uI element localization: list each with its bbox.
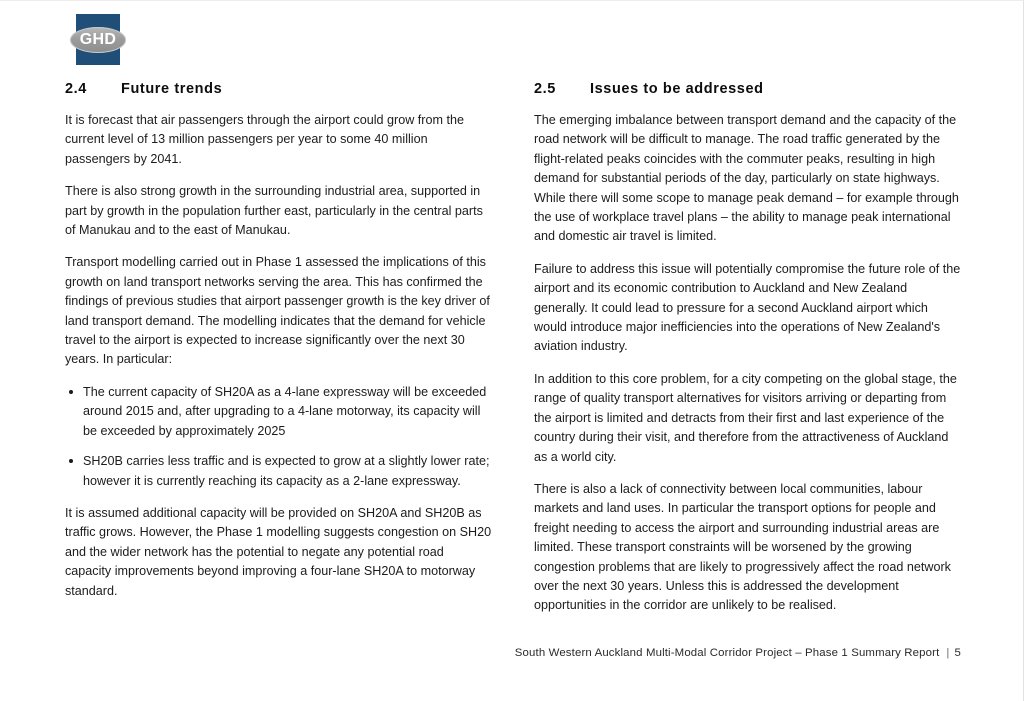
paragraph: It is assumed additional capacity will be provided on SH20A and SH20B as traffic grows. However, the Phase 1 modelling suggests congestion on SH20 and the wider network has the potential to negate any potential road capacity improvements beyond improving a four-lane SH20A to motorway standard.: [65, 505, 492, 598]
footer-page-number: 5: [954, 647, 961, 659]
section-title: Issues to be addressed: [590, 81, 764, 97]
paragraph: In addition to this core problem, for a city competing on the global stage, the range of quality transport alternatives for visitors arriving or departing from the airport is limited and detracts from their first and last experience of the country during their visit, and therefore from the attractiveness of Auckland as a world city.: [534, 371, 957, 464]
list-item: [65, 452, 493, 491]
paragraph: Failure to address this issue will potentially compromise the future role of the airport and its economic contribution to Auckland and New Zealand generally. It could lead to pressure for a second Auckland airport which would introduce major inefficiencies into the operations of New Zealand's aviation industry.: [534, 261, 961, 354]
section-heading-2-5: [534, 81, 962, 97]
paragraph: Transport modelling carried out in Phase 1 assessed the implications of this growth on land transport networks serving the area. This has confirmed the findings of previous studies that airport passenger growth is the key driver of land transport demand. The modelling indicates that the demand for vehicle travel to the airport is expected to increase significantly over the next 30 years. In particular:: [65, 255, 490, 367]
paragraph: There is also strong growth in the surrounding industrial area, supported in part by growth in the population further east, particularly in the central parts of Manukau and to the east of Manukau.: [65, 184, 483, 238]
bullet-dot-icon: [69, 459, 73, 463]
left-column: [65, 81, 493, 614]
paragraph: There is also a lack of connectivity between local communities, labour markets and land uses. In particular the transport options for people and freight needing to access the airport and surrounding industrial areas are limited. These transport constraints will be worsened by the growing congestion problems that are likely to progressively affect the road network over the next 30 years. Unless this is addressed the development opportunities in the corridor are unlikely to be realised.: [534, 481, 951, 613]
section-heading-2-4: [65, 81, 493, 97]
section-title: Future trends: [121, 81, 223, 97]
right-column: [534, 81, 962, 629]
section-number: 2.5: [534, 81, 556, 97]
logo-oval-shape: [70, 27, 126, 53]
logo-wordmark: GHD: [79, 30, 117, 48]
bullet-list: [65, 383, 493, 491]
list-item-text: SH20B carries less traffic and is expected to grow at a slightly lower rate; however it is currently reaching its capacity as a 2-lane expressway.: [83, 454, 490, 488]
paragraph: The emerging imbalance between transport demand and the capacity of the road network will be difficult to manage. The road traffic generated by the flight-related peaks coincides with the commuter peaks, resulting in high demand for substantial periods of the day, particularly on state highways. While there will some scope to manage peak demand – for example through the use of workplace travel plans – the ability to manage peak international and domestic air travel is limited.: [534, 113, 959, 244]
page-footer: [0, 647, 1023, 659]
list-item-text: The current capacity of SH20A as a 4-lane expressway will be exceeded around 2015 and, after upgrading to a 4-lane motorway, its capacity will be exceeded by approximately 2025: [83, 384, 487, 438]
footer-document-title: South Western Auckland Multi-Modal Corridor Project – Phase 1 Summary Report: [514, 647, 940, 659]
paragraph: It is forecast that air passengers through the airport could grow from the current level of 13 million passengers per year to some 40 million passengers by 2041.: [65, 113, 465, 166]
list-item: [65, 383, 493, 441]
ghd-logo: [70, 14, 126, 65]
bullet-dot-icon: [69, 390, 73, 394]
footer-separator: |: [946, 647, 950, 659]
section-number: 2.4: [65, 81, 87, 97]
